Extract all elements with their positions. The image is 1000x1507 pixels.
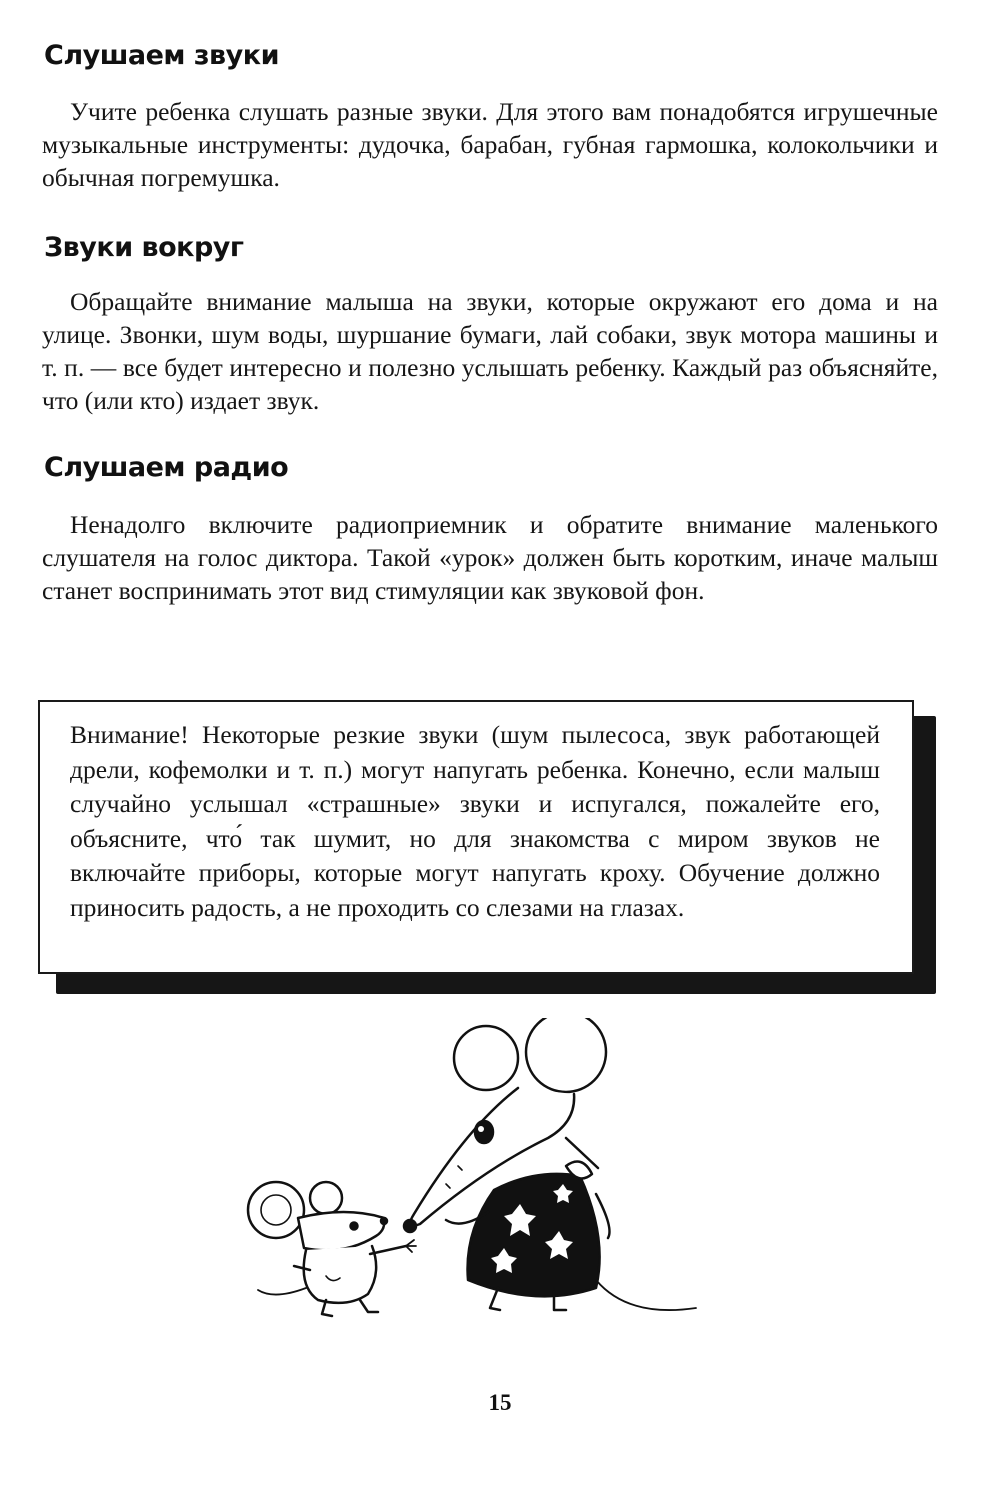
section-heading-listening-sounds: Слушаем звуки (44, 40, 279, 71)
section-heading-sounds-around: Звуки вокруг (44, 232, 244, 263)
warning-callout-text: Внимание! Некоторые резкие звуки (шум пылесоса, звук работающей дрели, кофемолки и т. п.) могут напугать ребенка. Конечно, если малыш случайно услышал «страшные» звуки и испугался, пожалейте его, объясните, что́ так шумит, но для знакомства с миром звуков не включайте приборы, которые могут напугать кроху. Обучение должно приносить радость, а не проходить со слезами на глазах. (70, 720, 880, 922)
section-body-sounds-around: Обращайте внимание малыша на звуки, которые окружают его дома и на улице. Звонки, шум воды, шуршание бумаги, лай собаки, звук мотора машины и т. п. — все будет интересно и полезно услышать ребенку. Каждый раз объясняйте, что (или кто) издает звук. (42, 287, 938, 415)
warning-callout-box (38, 700, 914, 974)
section-body-listening-radio: Ненадолго включите радиоприемник и обратите внимание маленького слушателя на голос диктора. Такой «урок» должен быть коротким, иначе малыш станет воспринимать этот вид стимуляции как звуковой фон. (42, 510, 938, 605)
page-number: 15 (488, 1390, 512, 1415)
small-mouse-icon (248, 1182, 416, 1316)
section-body-listening-sounds: Учите ребенка слушать разные звуки. Для этого вам понадобятся игрушечные музыкальные инструменты: дудочка, барабан, губная гармошка, колокольчики и обычная погремушка. (42, 97, 938, 192)
section-heading-listening-radio: Слушаем радио (44, 452, 289, 483)
mice-illustration-icon (236, 1018, 716, 1328)
big-mouse-icon (404, 1018, 696, 1310)
